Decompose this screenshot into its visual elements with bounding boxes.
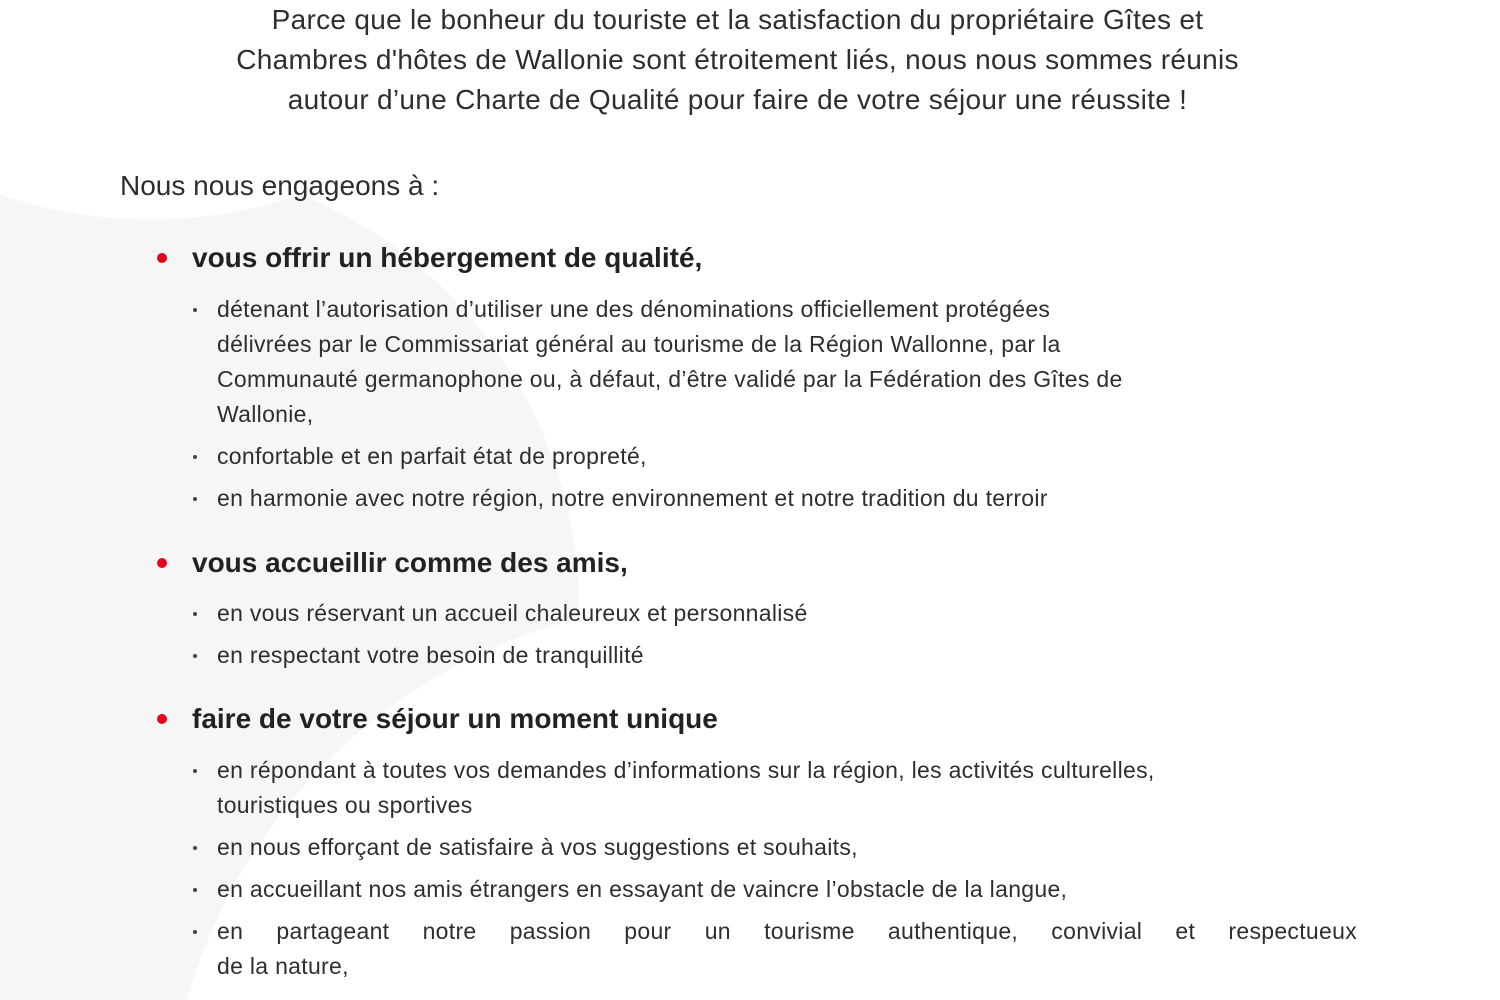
red-bullet-icon	[157, 558, 167, 568]
item-line: touristiques ou sportives	[217, 792, 473, 818]
list-item	[217, 753, 1357, 823]
item-line: en répondant à toutes vos demandes d’informations sur la région, les activités culturelles,	[217, 757, 1155, 783]
bullet-icon	[193, 769, 197, 773]
list-item	[217, 596, 1357, 631]
section-heading	[192, 699, 1342, 739]
intro-line: autour d’une Charte de Qualité pour faire de votre séjour une réussite !	[287, 84, 1188, 115]
item-line: en harmonie avec notre région, notre environnement et notre tradition du terroir	[217, 485, 1048, 511]
list-item	[217, 439, 1357, 474]
list-item	[217, 481, 1357, 516]
red-bullet-icon	[157, 253, 167, 263]
bullet-icon	[193, 308, 197, 312]
red-bullet-icon	[157, 714, 167, 724]
intro-paragraph	[0, 0, 1475, 120]
lead-text: Nous nous engageons à :	[120, 170, 440, 201]
list-item	[217, 914, 1357, 984]
item-line: en accueillant nos amis étrangers en essayant de vaincre l’obstacle de la langue,	[217, 876, 1068, 902]
item-line: délivrées par le Commissariat général au tourisme de la Région Wallonne, par la	[217, 331, 1061, 357]
section-heading	[192, 238, 1342, 278]
item-line: confortable et en parfait état de propreté,	[217, 443, 647, 469]
intro-line: Parce que le bonheur du touriste et la satisfaction du propriétaire Gîtes et	[271, 4, 1204, 35]
item-line: en nous efforçant de satisfaire à vos suggestions et souhaits,	[217, 834, 858, 860]
item-line: de la nature,	[217, 953, 349, 979]
bullet-icon	[193, 455, 197, 459]
list-item	[217, 292, 1357, 432]
list-item	[217, 830, 1357, 865]
item-line: en partageant notre passion pour un tourisme authentique, convivial et respectueux	[217, 918, 1357, 944]
bullet-icon	[193, 930, 197, 934]
bullet-icon	[193, 846, 197, 850]
section-heading-text: faire de votre séjour un moment unique	[192, 703, 718, 734]
item-line: Wallonie,	[217, 401, 314, 427]
bullet-icon	[193, 612, 197, 616]
item-line: en respectant votre besoin de tranquillité	[217, 642, 644, 668]
intro-line: Chambres d'hôtes de Wallonie sont étroitement liés, nous nous sommes réunis	[236, 44, 1239, 75]
bullet-icon	[193, 888, 197, 892]
item-line: Communauté germanophone ou, à défaut, d’être validé par la Fédération des Gîtes de	[217, 366, 1123, 392]
section-heading	[192, 543, 1342, 583]
list-item	[217, 872, 1357, 907]
item-line: détenant l’autorisation d’utiliser une des dénominations officiellement protégées	[217, 296, 1051, 322]
list-item	[217, 638, 1357, 673]
bullet-icon	[193, 497, 197, 501]
section-heading-text: vous accueillir comme des amis,	[192, 547, 628, 578]
section-heading-text: vous offrir un hébergement de qualité,	[192, 242, 703, 273]
item-line: en vous réservant un accueil chaleureux et personnalisé	[217, 600, 808, 626]
bullet-icon	[193, 654, 197, 658]
